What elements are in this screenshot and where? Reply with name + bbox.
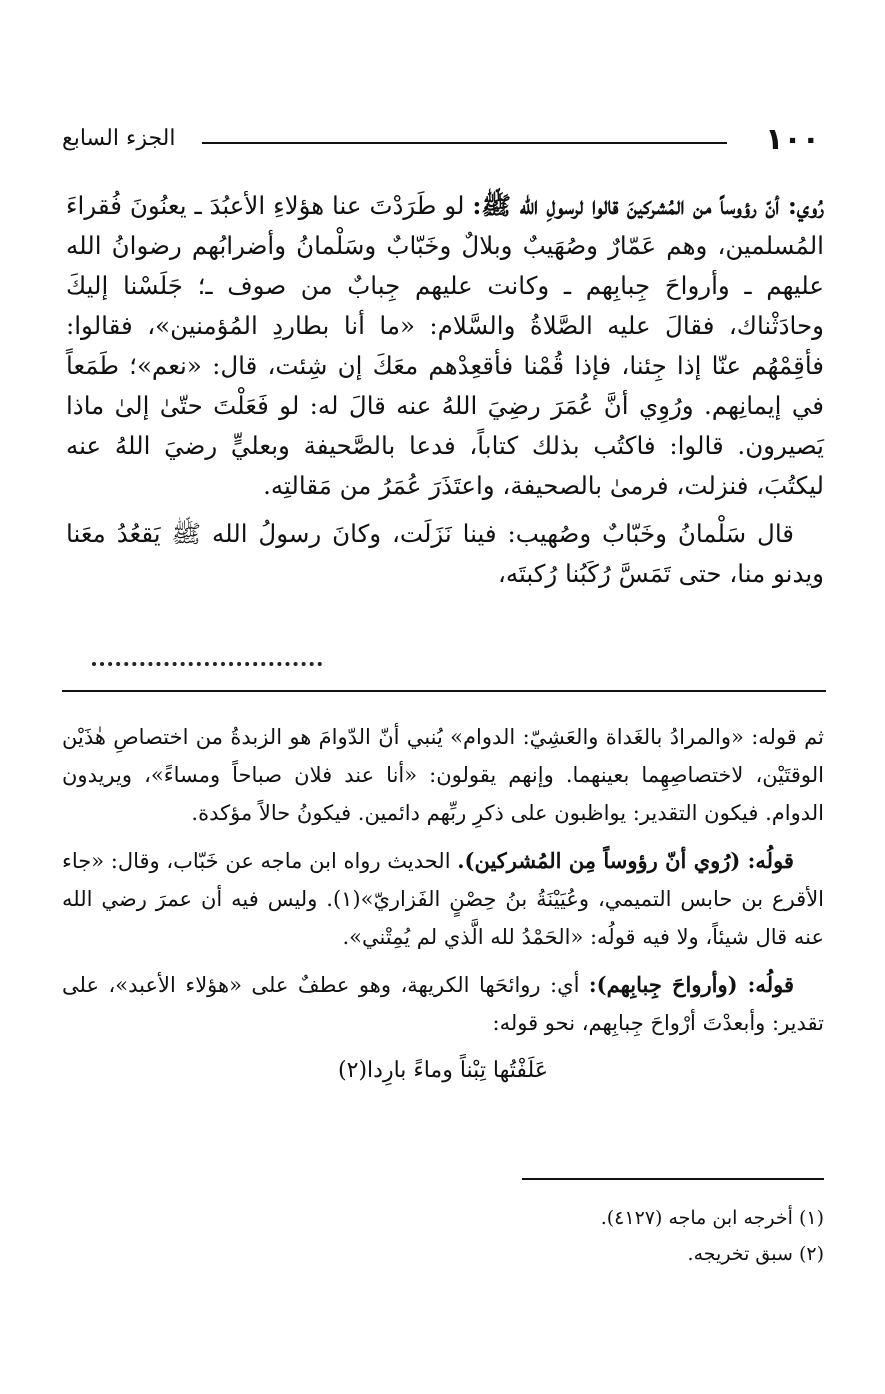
footnote-rule bbox=[522, 1178, 824, 1180]
commentary-paragraph-1: ثم قوله: «والمرادُ بالغَداة والعَشِيّ: الدوام» يُنبي أنّ الدّوامَ هو الزبدةُ من اختصاصِ هٰذَيْن الوقتَيْن، لاختصاصِهِما بعينهما. وإنهم يقولون: «أنا عند فلان صباحاً ومساءً»، ويريدون الدوام. فيكون التقدير: يواظبون على ذكرِ ربِّهم دائمين. فيكونُ حالاً مؤكدة. bbox=[62, 725, 824, 825]
text-divider bbox=[62, 690, 826, 692]
commentary-paragraph-2 bbox=[62, 842, 824, 956]
main-paragraph-1-body: لو طَرَدْتَ عنا هؤلاءِ الأعبُدَ ـ يعنُونَ فُقراءَ المُسلمين، وهم عَمّارٌ وصُهَيبٌ وبلالٌ وخَبّابٌ وسَلْمانُ وأضرابُهم رضوانُ الله عليهم ـ وأرواحَ جِبابِهم ـ وكانت عليهم جِبابٌ من صوف ـ؛ جَلَسْنا إليكَ وحادَثْناك، فقالَ عليه الصَّلاةُ والسَّلام: «ما أنا بطاردِ المُؤمنين»، فقالوا: فأقِمْهُم عنّا إذا جِئنا، فإذا قُمْنا فأقعِدْهم معَكَ إن شِئت، قال: «نعم»؛ طَمَعاً في إيمانِهم. ورُوِي أنَّ عُمَرَ رضِيَ اللهُ عنه قالَ له: لو فَعَلْتَ حتّىٰ إلىٰ ماذا يَصيرون. قالوا: فاكتُب بذلك كتاباً، فدعا بالصَّحيفة وبعليٍّ رضيَ اللهُ عنه ليكتُبَ، فنزلت، فرمىٰ بالصحيفة، واعتَذَرَ عُمَرُ من مَقالتِه. bbox=[66, 191, 824, 500]
footnote-1: (١) أخرجه ابن ماجه (٤١٢٧). bbox=[600, 1207, 824, 1229]
main-paragraph-1 bbox=[66, 186, 824, 506]
part-title: الجزء السابع bbox=[62, 126, 176, 151]
commentary-paragraph-2-lead: قولُه: (رُوي أنّ رؤوساً مِن المُشركين). bbox=[457, 848, 794, 873]
page-header bbox=[62, 120, 822, 160]
commentary-paragraph-3-lead: قولُه: (وأرواحَ جِبابِهم): bbox=[588, 972, 794, 997]
main-paragraph-2: قال سَلْمانُ وخَبّابٌ وصُهيب: فينا نَزَلَت، وكانَ رسولُ الله ﷺ يَقعُدُ معَنا ويدنو منا، حتى تَمَسَّ رُكَبُنا رُكبتَه، bbox=[66, 519, 824, 588]
commentary-paragraph-3 bbox=[62, 966, 824, 1042]
footnotes bbox=[62, 1200, 824, 1272]
continuation-dots bbox=[92, 662, 322, 666]
main-paragraph-1-lead: رُوي: أنّ رؤوساً من المُشركينَ قالوا لرسولِ الله ﷺ: bbox=[472, 191, 824, 220]
commentary-paragraph-3-body: أي: روائحَها الكريهة، وهو عطفٌ على «هؤلاء الأعبد»، على تقدير: وأبعدْتَ أرْواحَ جِبابِهم، نحو قوله: bbox=[62, 973, 824, 1035]
header-rule bbox=[202, 142, 727, 144]
footnote-2: (٢) سبق تخريجه. bbox=[687, 1243, 824, 1265]
main-text bbox=[66, 186, 824, 594]
page-number: ١٠٠ bbox=[765, 122, 820, 157]
verse-line: عَلَفْتُها تِبْناً وماءً بارِدا(٢) bbox=[338, 1058, 548, 1083]
commentary-paragraph-2-body: الحديث رواه ابن ماجه عن خَبّاب، وقال: «جاء الأقرع بن حابس التميمي، وعُيَيْنَةُ بنُ حِصْنٍ الفَزاريّ»(١). وليس فيه أن عمرَ رضي الله عنه قال شيئاً، ولا فيه قولُه: «الحَمْدُ لله الَّذي لم يُمِتْني». bbox=[62, 849, 825, 949]
commentary bbox=[62, 718, 824, 1090]
